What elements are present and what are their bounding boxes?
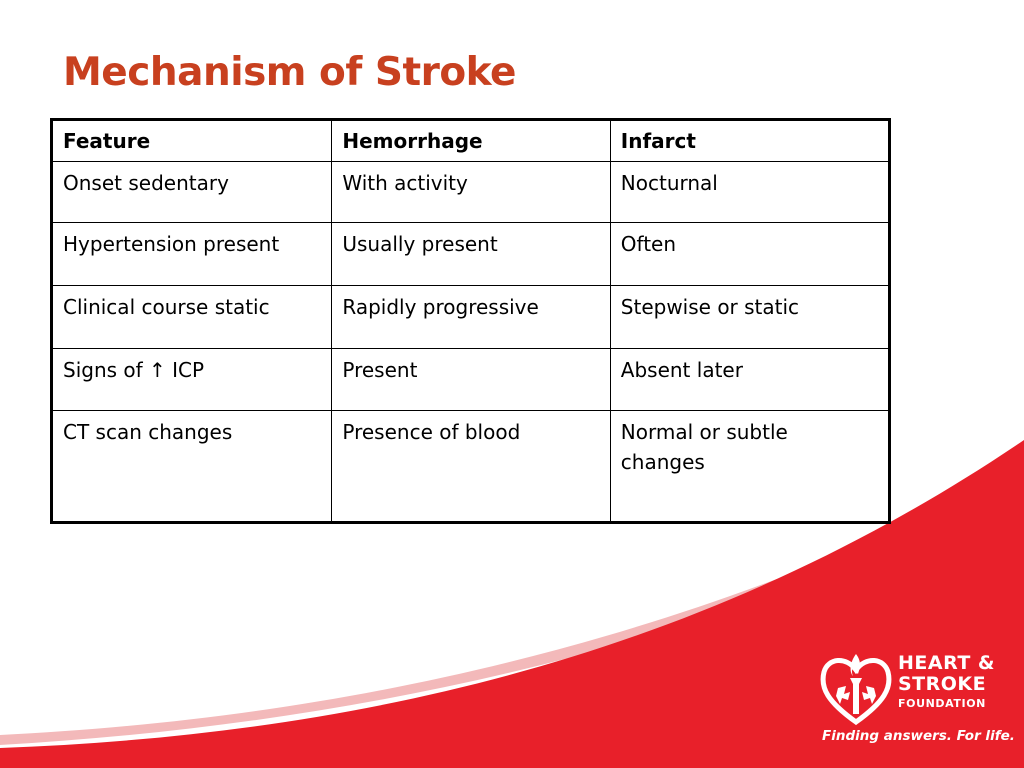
table-cell: Normal or subtle changes	[610, 411, 889, 523]
logo-line-foundation: FOUNDATION	[898, 697, 986, 710]
table-cell: Signs of ↑ ICP	[52, 349, 332, 411]
table-cell: Nocturnal	[610, 162, 889, 223]
table-cell: Present	[332, 349, 610, 411]
table-row	[52, 349, 890, 411]
heart-and-stroke-logo	[818, 650, 1015, 750]
header-feature: Feature	[52, 120, 332, 162]
table-cell: CT scan changes	[52, 411, 332, 523]
table-cell: Clinical course static	[52, 286, 332, 349]
mechanism-table	[50, 118, 891, 524]
logo-wordmark	[898, 653, 995, 712]
table-row	[52, 223, 890, 286]
slide-title: Mechanism of Stroke	[63, 50, 516, 95]
table-cell: Absent later	[610, 349, 889, 411]
logo-tagline: Finding answers. For life.	[822, 728, 1015, 744]
table-cell: Onset sedentary	[52, 162, 332, 223]
table-row	[52, 162, 890, 223]
table-cell: Rapidly progressive	[332, 286, 610, 349]
table-cell: Hypertension present	[52, 223, 332, 286]
table-cell: Presence of blood	[332, 411, 610, 523]
table-cell: Usually present	[332, 223, 610, 286]
logo-line-stroke: STROKE	[898, 673, 987, 695]
header-infarct: Infarct	[610, 120, 889, 162]
header-hemorrhage: Hemorrhage	[332, 120, 610, 162]
table-cell: With activity	[332, 162, 610, 223]
heart-torch-icon	[818, 650, 894, 728]
table-cell: Often	[610, 223, 889, 286]
table-row	[52, 286, 890, 349]
table-cell: Stepwise or static	[610, 286, 889, 349]
table-row	[52, 411, 890, 523]
table-header-row	[52, 120, 890, 162]
logo-line-heart: HEART &	[898, 652, 996, 674]
